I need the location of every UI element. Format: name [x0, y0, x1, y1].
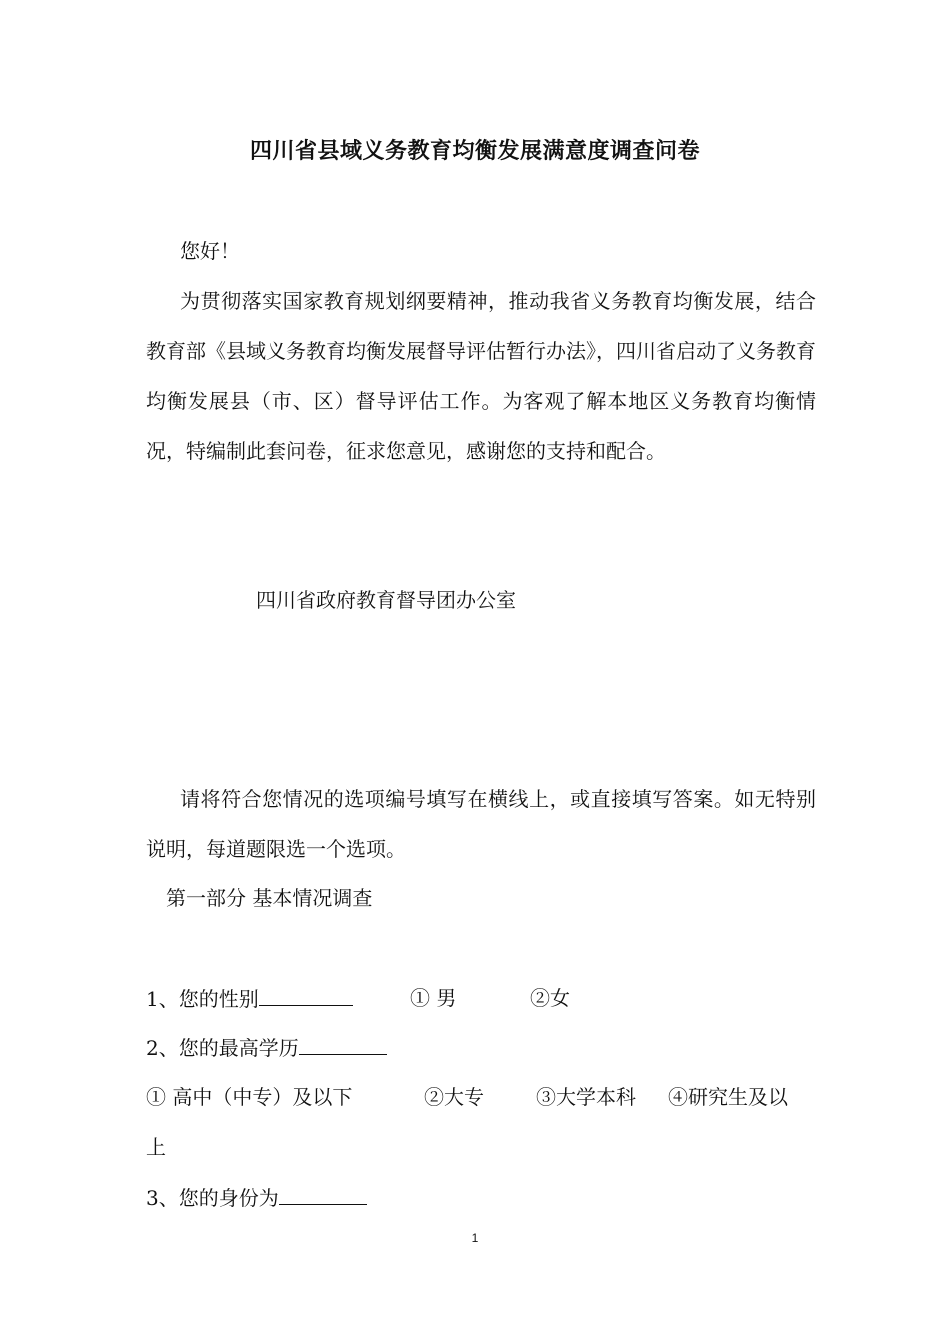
question-2-option-4: ④研究生及以	[668, 1085, 788, 1109]
question-2	[146, 1032, 387, 1063]
question-2-option-2: ②大专	[424, 1085, 484, 1109]
instructions-paragraph: 请将符合您情况的选项编号填写在横线上，或直接填写答案。如无特别说明，每道题限选一个选项。	[146, 787, 816, 861]
question-1-option-2: ②女	[530, 986, 570, 1010]
question-3-label: 3、您的身份为	[146, 1186, 279, 1210]
question-2-option-3: ③大学本科	[536, 1085, 636, 1109]
question-3-answer-blank[interactable]	[279, 1182, 367, 1205]
question-1-option-1: ① 男	[410, 986, 457, 1010]
question-1-answer-blank[interactable]	[259, 983, 353, 1006]
page-number: 1	[471, 1231, 479, 1245]
question-2-label: 2、您的最高学历	[146, 1036, 299, 1060]
section-heading: 第一部分 基本情况调查	[166, 886, 373, 910]
question-2-option-1: ① 高中（中专）及以下	[146, 1085, 353, 1109]
question-2-option-4-continued: 上	[146, 1135, 166, 1159]
question-2-answer-blank[interactable]	[299, 1032, 387, 1055]
question-1	[146, 983, 353, 1014]
question-1-label: 1、您的性别	[146, 987, 259, 1011]
intro-paragraph: 为贯彻落实国家教育规划纲要精神，推动我省义务教育均衡发展，结合教育部《县域义务教育均衡发展督导评估暂行办法》，四川省启动了义务教育均衡发展县（市、区）督导评估工作。为客观了解本地区义务教育均衡情况，特编制此套问卷，征求您意见，感谢您的支持和配合。	[146, 289, 816, 463]
greeting: 您好！	[180, 239, 240, 263]
signature: 四川省政府教育督导团办公室	[256, 588, 516, 612]
question-3	[146, 1182, 367, 1213]
document-title: 四川省县域义务教育均衡发展满意度调查问卷	[249, 139, 700, 164]
